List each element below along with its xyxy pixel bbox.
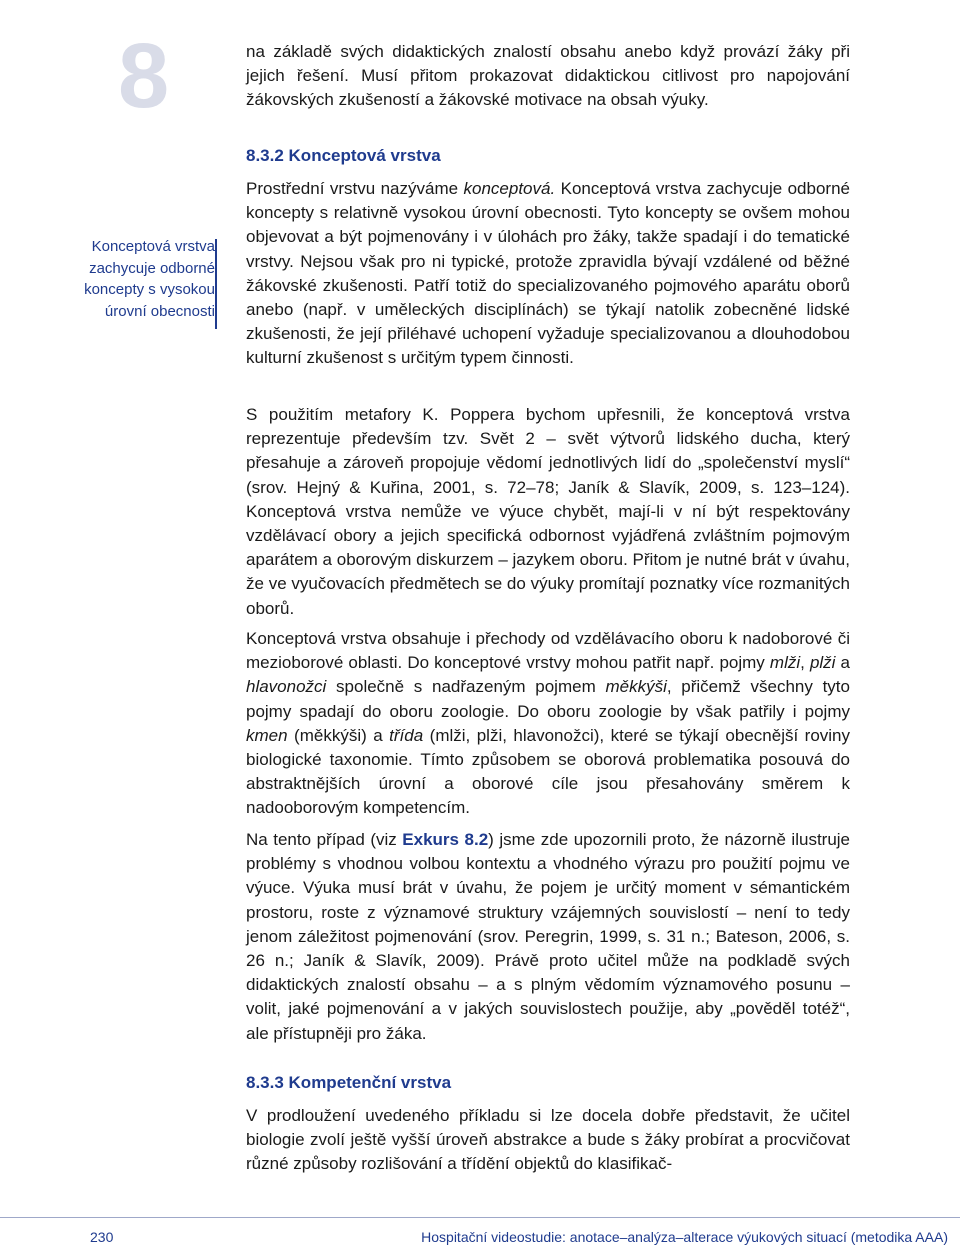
p4-text-b: ) jsme zde upozornili proto, že názorně ilustruje problémy s vhodnou volbou kontextu a vhodného výrazu pro použití pojmu ve výuce. Výuka musí brát v úvahu, že pojem je určitý moment v sémantickém prostoru, roste z významové struktury vzájemných souvislostí – není to tedy jenom záležitost pojmenování (srov. Peregrin, 1999, s. 31 n.; Bateson, 2006, s. 26 n.; Janík & Slavík, 2009). Právě proto učitel může na podkladě svých didaktických znalostí obsahu – a s plným vědomím významového posunu – volit, jaké pojmenování a v jakých souvislostech použije, aby „pověděl totéž“, ale přístupněji pro žáka.	[246, 830, 851, 1043]
p3-term-trida: třída	[389, 725, 424, 745]
footer-title: Hospitační videostudie: anotace–analýza–alterace výukových situací (metodika AAA)	[421, 1229, 948, 1245]
p3-text-c: , přičemž všechny tyto pojmy spadají do oboru zoologie. Do oboru zoologie by však patřily i pojmy	[246, 677, 850, 721]
p1-text-a: Prostřední vrstvu nazýváme	[246, 179, 464, 198]
footer-divider	[0, 1217, 960, 1218]
paragraph-4	[246, 828, 850, 1046]
intro-paragraph	[246, 40, 850, 113]
section-heading-concept: 8.3.2 Konceptová vrstva	[246, 146, 441, 165]
p1-term: konceptová.	[463, 179, 556, 198]
p3-term-mekkysi: měkkýši	[605, 677, 667, 697]
paragraph-2	[246, 403, 850, 621]
paragraph-1	[246, 177, 850, 371]
chapter-number: 8	[118, 25, 170, 127]
p3-text-b: společně s nadřazeným pojmem	[326, 677, 606, 697]
paragraph-3	[246, 627, 850, 821]
section-heading-competence: 8.3.3 Kompetenční vrstva	[246, 1073, 452, 1092]
intro-text: na základě svých didaktických znalostí obsahu anebo když provází žáky při jejich řešení. Musí přitom prokazovat didaktickou citlivost pro napojování žákovských zkušeností a žákovské motivace na obsah výuky.	[246, 42, 850, 110]
p1-text-b: Konceptová vrstva zachycuje odborné koncepty s relativně vysokou úrovní obecnosti. Tyto koncepty se ovšem mohou objevovat a být pojmenovány i v úlohách pro žáky, takže spadají i do tematické vrstvy. Nejsou však pro ni typické, protože zpravidla bývají vzdálené od běžné žákovské zkušenosti. Patří totiž do specializovaného pojmového aparátu oborů anebo (např. v uměleckých disciplínách) se týkají natolik zobecněné lidské zkušenosti, že její přiléhavé uchopení vyžaduje specializovanou a dlouhodobou kulturní zkušenost s určitým typem činnosti.	[246, 179, 850, 368]
p3-comma: ,	[800, 653, 810, 673]
p5-text: V prodloužení uvedeného příkladu si lze docela dobře představit, že učitel biologie zvolí ještě vyšší úroveň abstrakce a bude s žáky probírat a procvičovat různé způsoby rozlišování a třídění objektů do klasifikač-	[246, 1106, 850, 1174]
margin-note-rule	[215, 239, 217, 329]
p3-term-mlzi: mlži	[769, 653, 801, 673]
p3-text-d: (měkkýši) a	[287, 725, 390, 745]
excursus-reference-link[interactable]: Exkurs 8.2	[402, 830, 489, 849]
p4-text-a: Na tento případ (viz	[246, 830, 403, 849]
margin-note: Konceptová vrstva zachycuje odborné koncepty s vysokou úrovní obecnosti	[84, 238, 215, 320]
p3-text-e: (mlži, plži, hlavonožci), které se týkají obecnější roviny biologické taxonomie. Tímto způsobem se oborová problematika posouvá do abstraktnějších úrovní a oborové cíle jsou přesahovány směrem k nadooborovým kompetencím.	[246, 725, 851, 818]
page-number: 230	[90, 1229, 114, 1245]
p3-term-kmen: kmen	[246, 725, 288, 745]
p3-text-a: Konceptová vrstva obsahuje i přechody od vzdělávacího oboru k nadoborové či mezioborové oblasti. Do konceptové vrstvy mohou patřit např. pojmy	[246, 629, 850, 673]
p3-and: a	[835, 653, 850, 673]
p3-term-plzi: plži	[809, 653, 836, 673]
p3-term-hlavonozci: hlavonožci	[246, 677, 327, 697]
paragraph-5	[246, 1104, 850, 1177]
p2-text: S použitím metafory K. Poppera bychom upřesnili, že konceptová vrstva reprezentuje především tzv. Svět 2 – svět výtvorů lidského ducha, který přesahuje a zároveň propojuje vědomí jednotlivých lidí do „společenství myslí“ (srov. Hejný & Kuřina, 2001, s. 72–78; Janík & Slavík, 2009, s. 123–124). Konceptová vrstva nemůže ve výuce chybět, mají-li v ní být respektovány vzdělávací obory a jejich specifická odbornost vyjádřená zvláštním pojmovým aparátem a oborovým diskurzem – jazykem oboru. Přitom je nutné brát v úvahu, že ve vyučovacích předmětech se do výuky promítají poznatky více rozmanitých oborů.	[246, 405, 850, 618]
